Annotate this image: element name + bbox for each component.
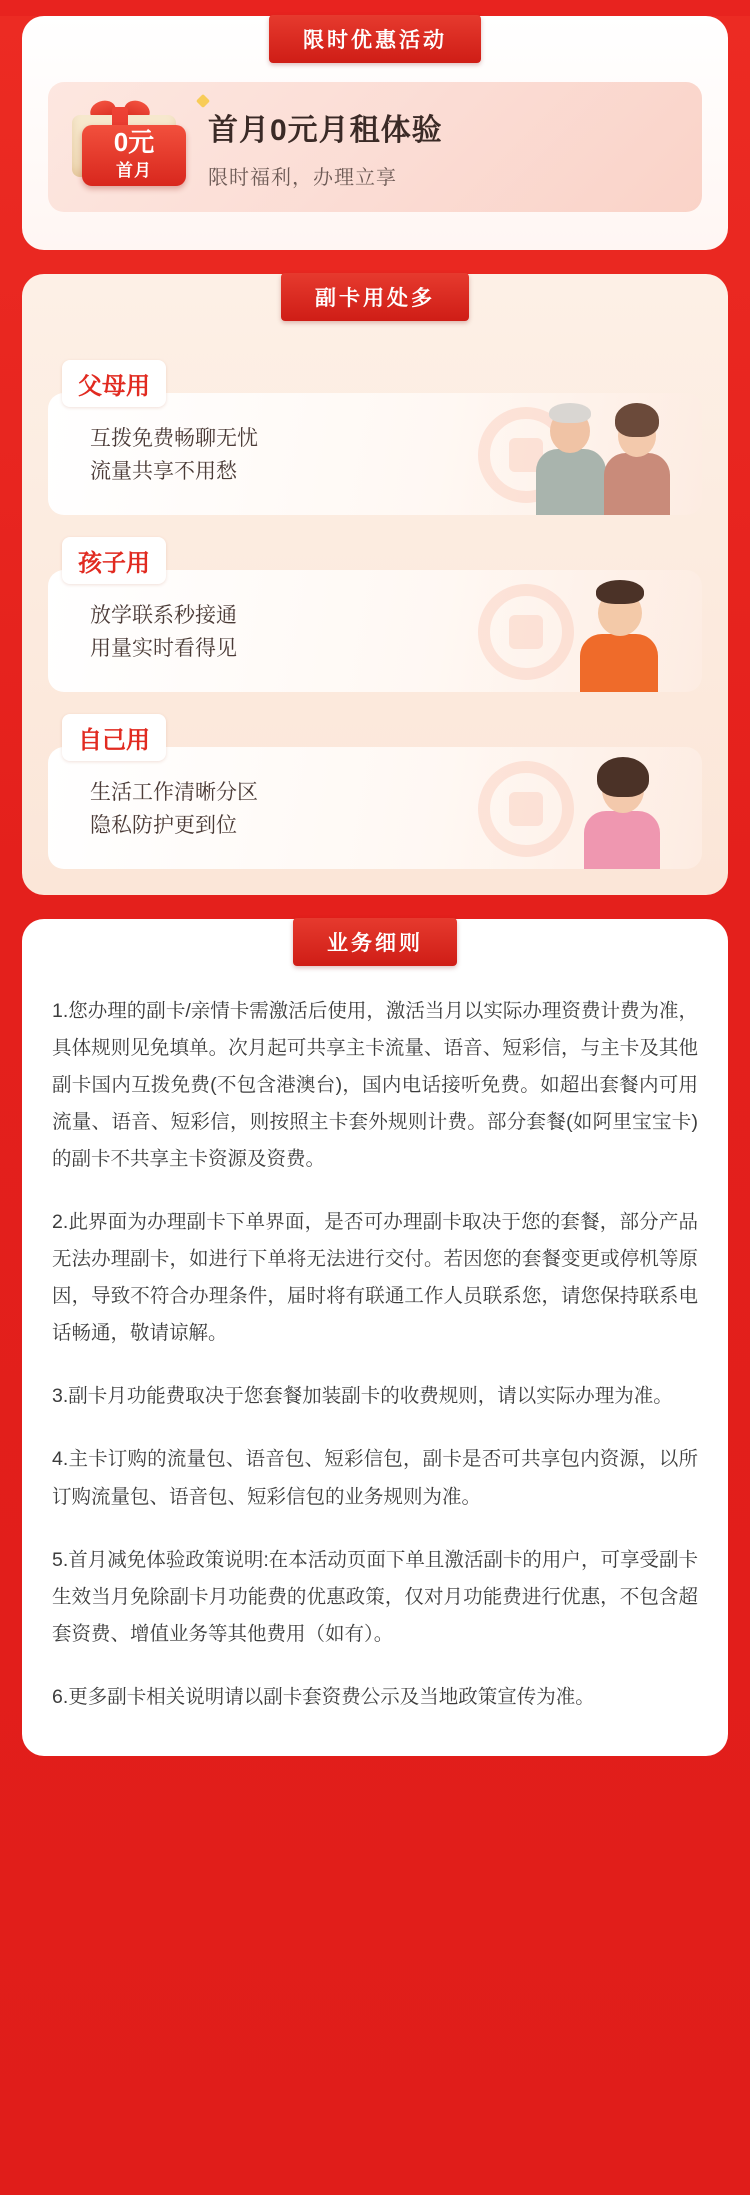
benefit-tag: 孩子用 bbox=[62, 537, 166, 584]
benefit-body bbox=[48, 393, 702, 515]
gift-badge bbox=[66, 99, 190, 195]
promo-section-header bbox=[22, 15, 728, 63]
benefit-tag: 自己用 bbox=[62, 714, 166, 761]
terms-paragraph: 3.副卡月功能费取决于您套餐加装副卡的收费规则，请以实际办理为准。 bbox=[52, 1385, 673, 1408]
benefits-list bbox=[22, 332, 728, 869]
benefits-section-title: 副卡用处多 bbox=[281, 273, 469, 321]
benefit-tag: 父母用 bbox=[62, 360, 166, 407]
benefit-item-parents bbox=[48, 360, 702, 515]
child-illustration bbox=[532, 574, 692, 692]
promo-banner[interactable] bbox=[48, 82, 702, 212]
mother-figure bbox=[532, 397, 692, 515]
promo-section-title: 限时优惠活动 bbox=[269, 15, 481, 63]
benefit-body bbox=[48, 570, 702, 692]
promo-text-block bbox=[202, 105, 702, 190]
terms-section-title: 业务细则 bbox=[293, 918, 457, 966]
terms-card bbox=[22, 919, 728, 1756]
benefit-line-1: 放学联系秒接通 bbox=[90, 604, 237, 627]
price-badge-amount: 0元 bbox=[113, 127, 155, 157]
price-badge-label: 首月 bbox=[116, 161, 152, 181]
terms-section-header bbox=[22, 918, 728, 966]
benefit-line-2: 隐私防护更到位 bbox=[90, 813, 237, 837]
benefit-item-self bbox=[48, 714, 702, 869]
terms-paragraph: 4.主卡订购的流量包、语音包、短彩信包，副卡是否可共享包内资源，以所订购流量包、语音包、短彩信包的业务规则为准。 bbox=[52, 1448, 698, 1508]
benefit-line-2: 流量共享不用愁 bbox=[90, 459, 237, 483]
benefit-item-child bbox=[48, 537, 702, 692]
terms-paragraph: 6.更多副卡相关说明请以副卡套资费公示及当地政策宣传为准。 bbox=[52, 1685, 595, 1708]
terms-paragraph: 2.此界面为办理副卡下单界面，是否可办理副卡取决于您的套餐，部分产品无法办理副卡，如进行下单将无法进行交付。若因您的套餐变更或停机等原因，导致不符合办理条件，届时将有联通工作人员联系您，请您保持联系电话畅通，敬请谅解。 bbox=[52, 1211, 698, 1345]
benefit-line-1: 生活工作清晰分区 bbox=[90, 781, 258, 804]
promo-title: 首月0元月租体验 bbox=[208, 113, 443, 147]
benefits-card bbox=[22, 274, 728, 895]
terms-paragraph: 5.首月减免体验政策说明:在本活动页面下单且激活副卡的用户，可享受副卡生效当月免除副卡月功能费的优惠政策，仅对月功能费进行优惠，不包含超套资费、增值业务等其他费用（如有）。 bbox=[52, 1548, 698, 1645]
self-illustration bbox=[532, 751, 692, 869]
terms-body bbox=[22, 977, 728, 1716]
benefit-body bbox=[48, 747, 702, 869]
benefit-line-2: 用量实时看得见 bbox=[90, 636, 237, 660]
benefits-section-header bbox=[22, 273, 728, 321]
price-badge bbox=[82, 125, 186, 186]
promo-subtitle: 限时福利，办理立享 bbox=[208, 166, 397, 189]
terms-paragraph: 1.您办理的副卡/亲情卡需激活后使用，激活当月以实际办理资费计费为准，具体规则见免填单。次月起可共享主卡流量、语音、短彩信，与主卡及其他副卡国内互拨免费(不包含港澳台)，国内电话接听免费。如超出套餐内可用流量、语音、短彩信，则按照主卡套外规则计费。部分套餐(如阿里宝宝卡)的副卡不共享主卡资源及资费。 bbox=[52, 1000, 698, 1171]
promo-card bbox=[22, 16, 728, 250]
benefit-line-1: 互拨免费畅聊无忧 bbox=[90, 427, 258, 450]
